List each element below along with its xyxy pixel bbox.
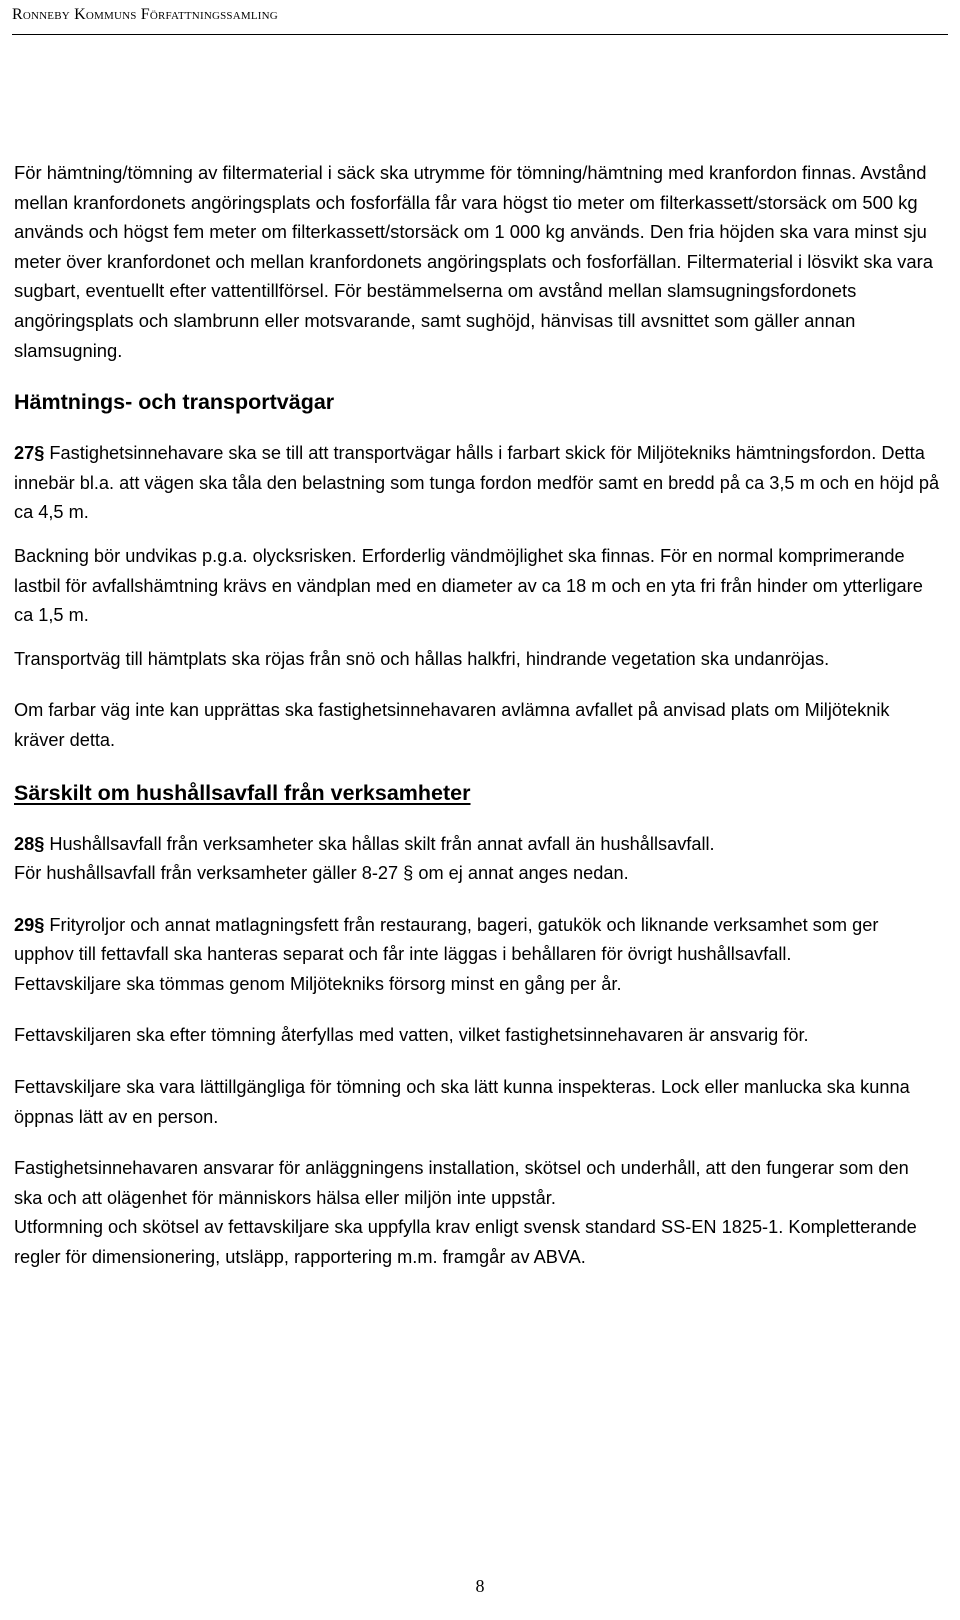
paragraph-backning: Backning bör undvikas p.g.a. olycksrisken. Erforderlig vändmöjlighet ska finnas. För en normal komprimerande lastbil för avfallshämtning krävs en vändplan med en diameter av ca 18 m och en yta fri från hinder om ytterligare ca 1,5 m.	[14, 545, 923, 626]
paragraph-snow: Transportväg till hämtplats ska röjas från snö och hållas halkfri, hindrande vegetation ska undanröjas.	[14, 648, 830, 669]
section-number-27: 27§	[14, 443, 45, 464]
page-number: 8	[475, 1576, 485, 1596]
header-divider	[12, 34, 948, 35]
paragraph-refill: Fettavskiljaren ska efter tömning återfyllas med vatten, vilket fastighetsinnehavaren är ansvarig för.	[14, 1025, 809, 1046]
paragraph-28	[14, 830, 942, 889]
intro-paragraph	[14, 158, 942, 365]
document-header	[12, 2, 278, 28]
section-number-29: 29§	[14, 914, 45, 935]
intro-paragraph-part1: För hämtning/tömning av filtermaterial i säck ska utrymme för tömning/hämtning med kranfordon finnas. Avstånd mellan kranfordonets angöringsplats och fosforfälla får vara högst tio meter om filterkassett/storsäck om 500 kg används och högst fem meter om filterkassett/storsäck om 1 000 kg används.	[14, 162, 927, 243]
paragraph-owner	[14, 1154, 942, 1272]
paragraph-27-text: Fastighetsinnehavare ska se till att transportvägar hålls i farbart skick för Miljötekniks hämtningsfordon. Detta innebär bl.a. att vägen ska tåla den belastning som tunga fordon medför samt en bredd på ca 3,5 m och en höjd på ca 4,5 m.	[14, 443, 940, 523]
intro-paragraph-part2: Den fria höjden ska vara minst sju meter över kranfordonet och mellan kranfordonets angöringsplats och fosforfällan. Filtermaterial i lösvikt ska vara sugbart, eventuellt efter vattentillförsel. För bestämmelserna om avstånd mellan slamsugningsfordonets angöringsplats och slambrunn eller motsvarande, samt sughöjd, hänvisas till avsnittet som gäller annan slamsugning.	[14, 221, 933, 361]
document-body	[14, 158, 942, 1273]
header-title: Ronneby Kommuns Författningssamling	[12, 6, 278, 23]
heading-business-waste: Särskilt om hushållsavfall från verksamheter	[14, 780, 471, 805]
paragraph-access: Fettavskiljare ska vara lättillgängliga för tömning och ska lätt kunna inspekteras. Lock eller manlucka ska kunna öppnas lätt av en person.	[14, 1077, 910, 1127]
section-number-28: 28§	[14, 833, 45, 854]
paragraph-28-text-2: För hushållsavfall från verksamheter gäller 8-27 § om ej annat anges nedan.	[14, 863, 629, 884]
paragraph-28-text: Hushållsavfall från verksamheter ska hållas skilt från annat avfall än hushållsavfall.	[44, 833, 715, 854]
paragraph-27	[14, 439, 942, 528]
paragraph-farbar: Om farbar väg inte kan upprättas ska fastighetsinnehavaren avlämna avfallet på anvisad plats om Miljöteknik kräver detta.	[14, 700, 890, 750]
paragraph-29	[14, 911, 942, 1000]
paragraph-29-text-2: Fettavskiljare ska tömmas genom Miljötekniks försorg minst en gång per år.	[14, 973, 622, 994]
paragraph-standard-text: Utformning och skötsel av fettavskiljare ska uppfylla krav enligt svensk standard SS-EN 1825-1. Kompletterande regler för dimensionering, utsläpp, rapportering m.m. framgår av ABVA.	[14, 1217, 917, 1268]
paragraph-owner-text: Fastighetsinnehavaren ansvarar för anläggningens installation, skötsel och underhåll, att den fungerar som den ska och att olägenhet för människors hälsa eller miljön inte uppstår.	[14, 1158, 909, 1208]
paragraph-29-text: Frityroljor och annat matlagningsfett från restaurang, bageri, gatukök och liknande verksamhet som ger upphov till fettavfall ska hanteras separat och får inte läggas i behållaren för övrigt hushållsavfall.	[14, 914, 879, 965]
heading-transport: Hämtnings- och transportvägar	[14, 390, 335, 415]
